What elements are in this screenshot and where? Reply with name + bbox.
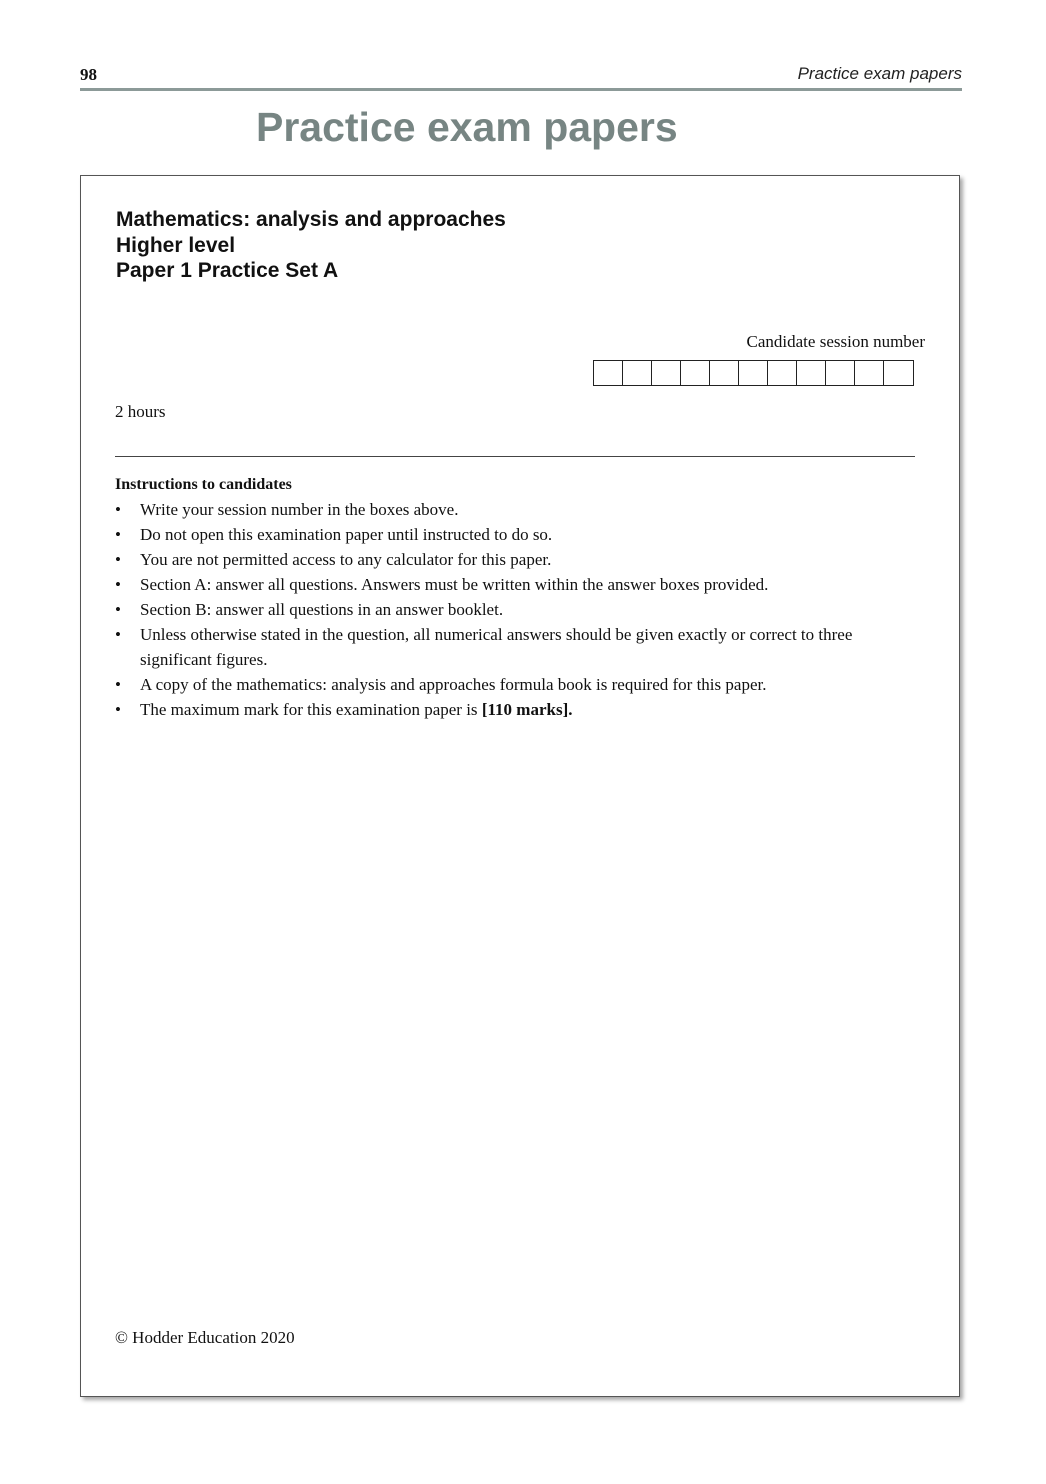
- bullet: •: [115, 675, 121, 694]
- instruction-item: [115, 522, 915, 547]
- instruction-item: [115, 572, 915, 597]
- session-number-box[interactable]: [681, 361, 710, 385]
- exam-duration: 2 hours: [115, 402, 166, 421]
- running-header: Practice exam papers: [797, 64, 962, 83]
- paper-heading: [116, 207, 506, 284]
- session-number-box[interactable]: [797, 361, 826, 385]
- instruction-text: Section A: answer all questions. Answers must be written within the answer boxes provided.: [140, 575, 769, 594]
- paper-title: Paper 1 Practice Set A: [116, 259, 339, 282]
- instruction-item: [115, 597, 915, 622]
- instructions-block: [115, 472, 915, 722]
- instructions-heading: Instructions to candidates: [115, 476, 292, 493]
- session-number-box[interactable]: [768, 361, 797, 385]
- max-mark-text: [140, 697, 915, 722]
- instruction-text: Write your session number in the boxes above.: [140, 500, 459, 519]
- exam-cover-frame: [80, 175, 960, 1397]
- level-title: Higher level: [116, 233, 236, 257]
- instruction-item: [115, 497, 915, 522]
- session-number-box[interactable]: [826, 361, 855, 385]
- instruction-text: A copy of the mathematics: analysis and approaches formula book is required for this paper.: [140, 675, 767, 694]
- header-rule: [80, 88, 962, 91]
- session-number-box[interactable]: [855, 361, 884, 385]
- session-number-box[interactable]: [623, 361, 652, 385]
- max-mark-prefix: The maximum mark for this examination paper is: [140, 700, 482, 719]
- instruction-item: [115, 622, 915, 672]
- max-mark-open-bracket: [: [481, 700, 488, 719]
- bullet: •: [115, 600, 121, 619]
- max-mark-value: 110 marks: [487, 700, 563, 719]
- bullet: •: [115, 525, 121, 544]
- session-number-box[interactable]: [884, 361, 913, 385]
- copyright-notice: © Hodder Education 2020: [115, 1328, 295, 1347]
- bullet: •: [115, 575, 121, 594]
- subject-title: Mathematics: analysis and approaches: [116, 208, 506, 231]
- session-number-box[interactable]: [739, 361, 768, 385]
- bullet: •: [115, 625, 121, 644]
- bullet: •: [115, 700, 121, 719]
- page-number: 98: [80, 65, 97, 84]
- section-title: Practice exam papers: [256, 104, 678, 150]
- instruction-text: Do not open this examination paper until instructed to do so.: [140, 525, 553, 544]
- session-number-label: Candidate session number: [746, 332, 925, 351]
- instruction-item: [115, 672, 915, 697]
- instruction-item: [115, 547, 915, 572]
- instruction-item-max-mark: [115, 697, 915, 722]
- instruction-text: Unless otherwise stated in the question, all numerical answers should be given exactly or correct to three significant figures.: [140, 625, 853, 669]
- session-number-box[interactable]: [710, 361, 739, 385]
- session-number-box[interactable]: [652, 361, 681, 385]
- instruction-text: You are not permitted access to any calculator for this paper.: [140, 550, 552, 569]
- bullet: •: [115, 550, 121, 569]
- divider-line: [115, 456, 915, 457]
- session-number-box[interactable]: [594, 361, 623, 385]
- max-mark-close-bracket: ].: [562, 700, 573, 719]
- session-number-boxes: [593, 360, 914, 386]
- instruction-text: Section B: answer all questions in an answer booklet.: [140, 600, 504, 619]
- instructions-list: [115, 497, 915, 722]
- bullet: •: [115, 500, 121, 519]
